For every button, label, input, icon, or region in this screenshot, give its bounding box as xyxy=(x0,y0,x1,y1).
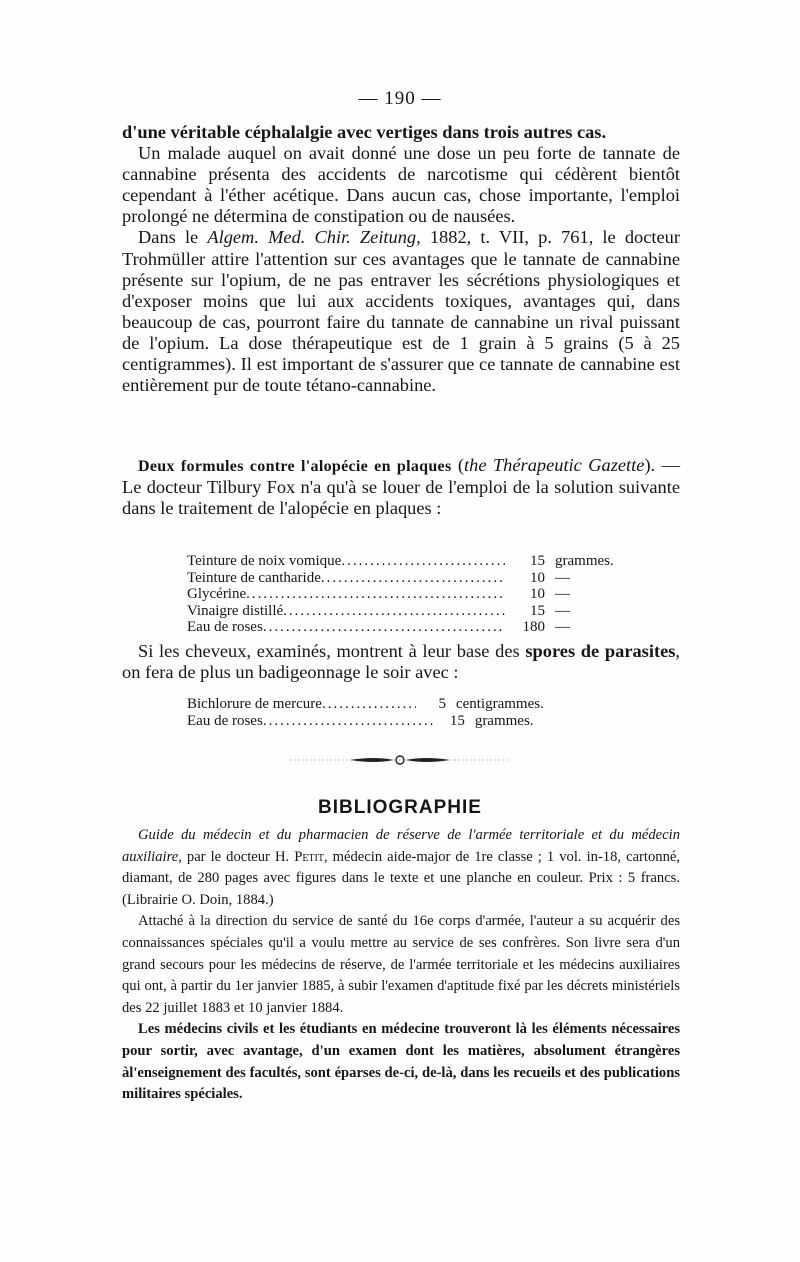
alopecia-followup xyxy=(122,641,680,683)
text-run: Dans le xyxy=(138,227,208,248)
text-run: ( xyxy=(451,455,465,475)
leader-dots xyxy=(263,713,435,730)
bibliography-paragraph: Les médecins civils et les étudiants en médecine trouveront là les éléments nécessaires pour sortir, avec avantage, d'un examen dont les matières, absolument étrangères àl'enseignement des facultés, sont éparses de-ci, de-là, dans les recueils et des publications militaires spéciales. xyxy=(122,1021,680,1103)
paragraph-trohmuller xyxy=(122,227,680,396)
recipe-row xyxy=(187,553,647,570)
text-run: , médecin aide-major de 1re classe ; 1 vol. in-18, cartonné, diamant, de 280 pages avec figures dans le texte et une planche en couleur. Prix : 5 francs. (Librairie O. Doin, 1884.) xyxy=(122,848,680,908)
leader-dots xyxy=(283,603,505,620)
recipe-row xyxy=(187,696,647,713)
recipe-list-2 xyxy=(187,696,647,729)
leader-dots xyxy=(263,619,505,636)
ingredient-name: Eau de roses xyxy=(187,619,263,636)
leader-dots xyxy=(322,696,416,713)
paragraph-continuation: d'une véritable céphalalgie avec vertiges dans trois autres cas. xyxy=(122,122,607,142)
text-run: Si les cheveux, examinés, montrent à leur base des xyxy=(138,641,526,661)
ingredient-quantity: 5 xyxy=(438,696,446,712)
ingredient-quantity: 10 xyxy=(530,586,545,603)
text-run: , 1882, t. VII, p. 761, le docteur Trohmüller attire l'attention sur ces avantages que le tannate de cannabine présente sur l'opium, de ne pas entraver les sécrétions physiologiques et d'exposer moins que lui aux accidents toxiques, avantages qui, dans beaucoup de cas, pourront faire du tannate de cannabine un rival puissant de l'opium. La dose thérapeutique est de 1 grain à 5 grains (5 à 25 centigrammes). Il est important de s'assurer que ce tannate de cannabine est entièrement pur de toute tétano-cannabine. xyxy=(122,227,680,396)
ingredient-unit: — xyxy=(555,619,570,636)
recipe-row xyxy=(187,603,647,620)
leader-dots xyxy=(341,553,505,570)
section-heading: Deux formules contre l'alopécie en plaques xyxy=(138,458,452,475)
recipe-row xyxy=(187,570,647,587)
ingredient-unit: centigrammes. xyxy=(455,696,544,712)
recipe-row xyxy=(187,619,647,636)
alopecia-intro xyxy=(122,455,680,519)
ingredient-name: Teinture de cantharide xyxy=(187,569,321,586)
page-number: — 190 — xyxy=(358,88,442,109)
main-text-top xyxy=(122,122,680,396)
paragraph-cannabine-accidents: Un malade auquel on avait donné une dose un peu forte de tannate de cannabine présenta des accidents de narcotisme qui cédèrent bientôt cependant à l'éther acétique. Dans aucun cas, chose importante, l'emploi prolongé ne détermina de constipation ou de nausées. xyxy=(122,143,680,227)
recipe-row xyxy=(187,586,647,603)
bibliography-entry xyxy=(122,825,680,911)
ingredient-quantity: 15 xyxy=(530,602,545,619)
bibliography-paragraph: Attaché à la direction du service de santé du 16e corps d'armée, l'auteur a su acquérir des connaissances spéciales qu'il a voulu mettre au service de ses confrères. Son livre sera d'un grand secours pour les médecins de réserve, de l'armée territoriale et les médecins auxiliaires qui ont, à partir du 1er janvier 1885, à subir l'examen d'aptitude fixé par les décrets ministériels des 22 juillet 1883 et 10 janvier 1884. xyxy=(122,913,680,1016)
ingredient-name: Glycérine xyxy=(187,586,247,603)
bibliography-heading: BIBLIOGRAPHIE xyxy=(318,797,482,818)
ingredient-name: Teinture de noix vomique xyxy=(187,553,342,569)
paragraph-spores xyxy=(122,641,680,683)
bold-term: spores de parasites xyxy=(525,641,676,661)
author-name: Petit xyxy=(294,848,324,865)
ingredient-quantity: 15 xyxy=(449,712,465,729)
ingredient-name: Bichlorure de mercure xyxy=(187,696,322,712)
ingredient-unit: — xyxy=(555,602,570,619)
ingredient-name: Eau de roses xyxy=(187,712,263,729)
text-run: , on fera de plus un badigeonnage le soir avec : xyxy=(122,641,681,683)
section-divider-ornament xyxy=(290,752,510,768)
ingredient-unit: — xyxy=(555,586,570,603)
journal-title: Algem. Med. Chir. Zeitung xyxy=(207,227,417,248)
ingredient-unit: — xyxy=(555,569,570,586)
leader-dots xyxy=(321,570,505,587)
book-title: Guide du médecin et du pharmacien de réserve de l'armée territoriale et du médecin auxiliaire xyxy=(122,827,680,865)
recipe-list-1 xyxy=(187,553,647,636)
ingredient-name: Vinaigre distillé xyxy=(187,602,284,619)
bibliography-section xyxy=(122,825,680,1106)
source-title: the Thérapeutic Gazette xyxy=(464,455,645,475)
ingredient-unit: grammes. xyxy=(474,712,534,729)
recipe-row xyxy=(187,713,647,730)
ingredient-unit: grammes. xyxy=(555,553,614,569)
alopecia-section xyxy=(122,455,680,519)
text-run: , par le docteur H. xyxy=(178,848,295,865)
text-run: ). — Le docteur Tilbury Fox n'a qu'à se louer de l'emploi de la solution suivante dans le traitement de l'alopécie en plaques : xyxy=(122,455,680,519)
ingredient-quantity: 15 xyxy=(530,553,545,569)
ingredient-quantity: 180 xyxy=(522,619,545,636)
leader-dots xyxy=(246,586,505,603)
ingredient-quantity: 10 xyxy=(530,569,545,586)
